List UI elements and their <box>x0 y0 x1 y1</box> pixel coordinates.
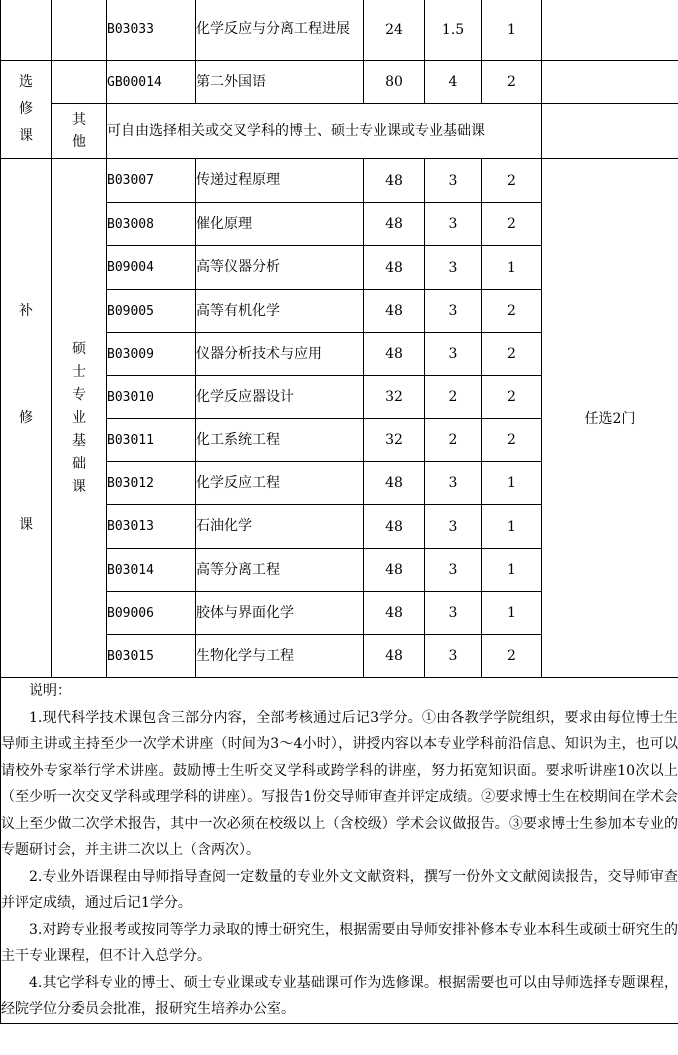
course-hours: 48 <box>364 549 425 592</box>
course-term: 2 <box>482 419 542 462</box>
supplementary-subcategory: 硕 士 专 业 基 础 课 <box>52 159 107 678</box>
course-code: B09004 <box>107 246 196 290</box>
table-row <box>1 61 678 104</box>
course-name: 化工系统工程 <box>196 419 364 462</box>
course-hours: 48 <box>364 505 425 549</box>
remark-cell <box>542 61 678 104</box>
notes-paragraph: 3.对跨专业报考或按同等学力录取的博士研究生，根据需要由导师安排补修本专业本科生或硕士研究生的主干专业课程，但不计入总学分。 <box>1 921 678 964</box>
course-term: 1 <box>482 462 542 505</box>
course-term: 2 <box>482 290 542 333</box>
notes-heading: 说明： <box>29 683 71 699</box>
course-hours: 32 <box>364 376 425 419</box>
subcategory-cell <box>52 61 107 104</box>
course-name: 高等有机化学 <box>196 290 364 333</box>
course-code: B03033 <box>107 0 196 61</box>
course-code: B03009 <box>107 333 196 376</box>
notes-row <box>1 678 678 1024</box>
course-credits: 3 <box>425 203 482 246</box>
course-term: 1 <box>482 592 542 635</box>
course-term: 2 <box>482 635 542 678</box>
course-term: 1 <box>482 246 542 290</box>
notes-paragraph: 2.专业外语课程由导师指导查阅一定数量的专业外文文献资料，撰写一份外文文献阅读报告，交导师审查并评定成绩，通过后记1学分。 <box>1 868 678 911</box>
course-name: 石油化学 <box>196 505 364 549</box>
other-text: 可自由选择相关或交叉学科的博士、硕士专业课或专业基础课 <box>107 104 542 159</box>
course-credits: 4 <box>425 61 482 104</box>
course-hours: 48 <box>364 333 425 376</box>
course-credits: 3 <box>425 505 482 549</box>
course-credits: 1.5 <box>425 0 482 61</box>
course-term: 1 <box>482 505 542 549</box>
course-credits: 3 <box>425 549 482 592</box>
course-name: 第二外国语 <box>196 61 364 104</box>
course-name: 胶体与界面化学 <box>196 592 364 635</box>
subcategory-cell <box>52 0 107 61</box>
other-label: 其 他 <box>52 104 107 159</box>
course-code: B09005 <box>107 290 196 333</box>
course-credits: 3 <box>425 333 482 376</box>
table-row <box>1 104 678 159</box>
course-code: B03008 <box>107 203 196 246</box>
course-credits: 3 <box>425 635 482 678</box>
remark-cell <box>542 0 678 61</box>
course-hours: 24 <box>364 0 425 61</box>
course-name: 化学反应器设计 <box>196 376 364 419</box>
course-hours: 48 <box>364 635 425 678</box>
course-code: B03007 <box>107 159 196 203</box>
course-code: B03010 <box>107 376 196 419</box>
course-hours: 48 <box>364 203 425 246</box>
table-row <box>1 0 678 61</box>
course-code: B03014 <box>107 549 196 592</box>
course-hours: 48 <box>364 290 425 333</box>
course-hours: 48 <box>364 246 425 290</box>
course-hours: 48 <box>364 462 425 505</box>
course-name: 传递过程原理 <box>196 159 364 203</box>
course-code: B03013 <box>107 505 196 549</box>
course-term: 2 <box>482 159 542 203</box>
course-hours: 32 <box>364 419 425 462</box>
course-credits: 3 <box>425 246 482 290</box>
course-term: 2 <box>482 203 542 246</box>
course-name: 高等分离工程 <box>196 549 364 592</box>
course-credits: 3 <box>425 290 482 333</box>
course-code: B03015 <box>107 635 196 678</box>
course-term: 2 <box>482 376 542 419</box>
notes-section <box>1 678 678 1024</box>
course-code: B03012 <box>107 462 196 505</box>
course-code: B03011 <box>107 419 196 462</box>
course-hours: 80 <box>364 61 425 104</box>
table-row <box>1 159 678 203</box>
remark-cell <box>542 104 678 159</box>
course-credits: 3 <box>425 592 482 635</box>
course-term: 2 <box>482 61 542 104</box>
course-code: B09006 <box>107 592 196 635</box>
course-term: 1 <box>482 549 542 592</box>
course-name: 高等仪器分析 <box>196 246 364 290</box>
category-cell <box>1 0 52 61</box>
supplementary-category: 补 修 课 <box>1 159 52 678</box>
course-name: 生物化学与工程 <box>196 635 364 678</box>
notes-paragraph: 1.现代科学技术课包含三部分内容，全部考核通过后记3学分。①由各教学学院组织，要求由每位博士生导师主讲或主持至少一次学术讲座（时间为3～4小时），讲授内容以本专业学科前沿信息、知识为主，也可以请校外专家举行学术讲座。鼓励博士生听交叉学科或跨学科的讲座，努力拓宽知识面。要求听讲座10次以上（至少听一次交叉学科或理学科的讲座）。写报告1份交导师审查并评定成绩。②要求博士生在校期间在学术会议上至少做二次学术报告，其中一次必须在校级以上（含校级）学术会议做报告。③要求博士生参加本专业的专题研讨会，并主讲二次以上（含两次）。 <box>1 709 678 858</box>
elective-category: 选 修 课 <box>1 61 52 159</box>
course-credits: 3 <box>425 159 482 203</box>
notes-paragraph: 4.其它学科专业的博士、硕士专业课或专业基础课可作为选修课。根据需要也可以由导师选择专题课程，经院学位分委员会批准，报研究生培养办公室。 <box>1 974 678 1017</box>
course-name: 催化原理 <box>196 203 364 246</box>
course-name: 化学反应与分离工程进展 <box>196 0 364 61</box>
course-credits: 3 <box>425 462 482 505</box>
course-code: GB00014 <box>107 61 196 104</box>
course-hours: 48 <box>364 592 425 635</box>
course-name: 化学反应工程 <box>196 462 364 505</box>
course-credits: 2 <box>425 419 482 462</box>
course-credits: 2 <box>425 376 482 419</box>
course-term: 1 <box>482 0 542 61</box>
supplementary-remark: 任选2门 <box>542 159 678 678</box>
course-term: 2 <box>482 333 542 376</box>
course-name: 仪器分析技术与应用 <box>196 333 364 376</box>
course-hours: 48 <box>364 159 425 203</box>
